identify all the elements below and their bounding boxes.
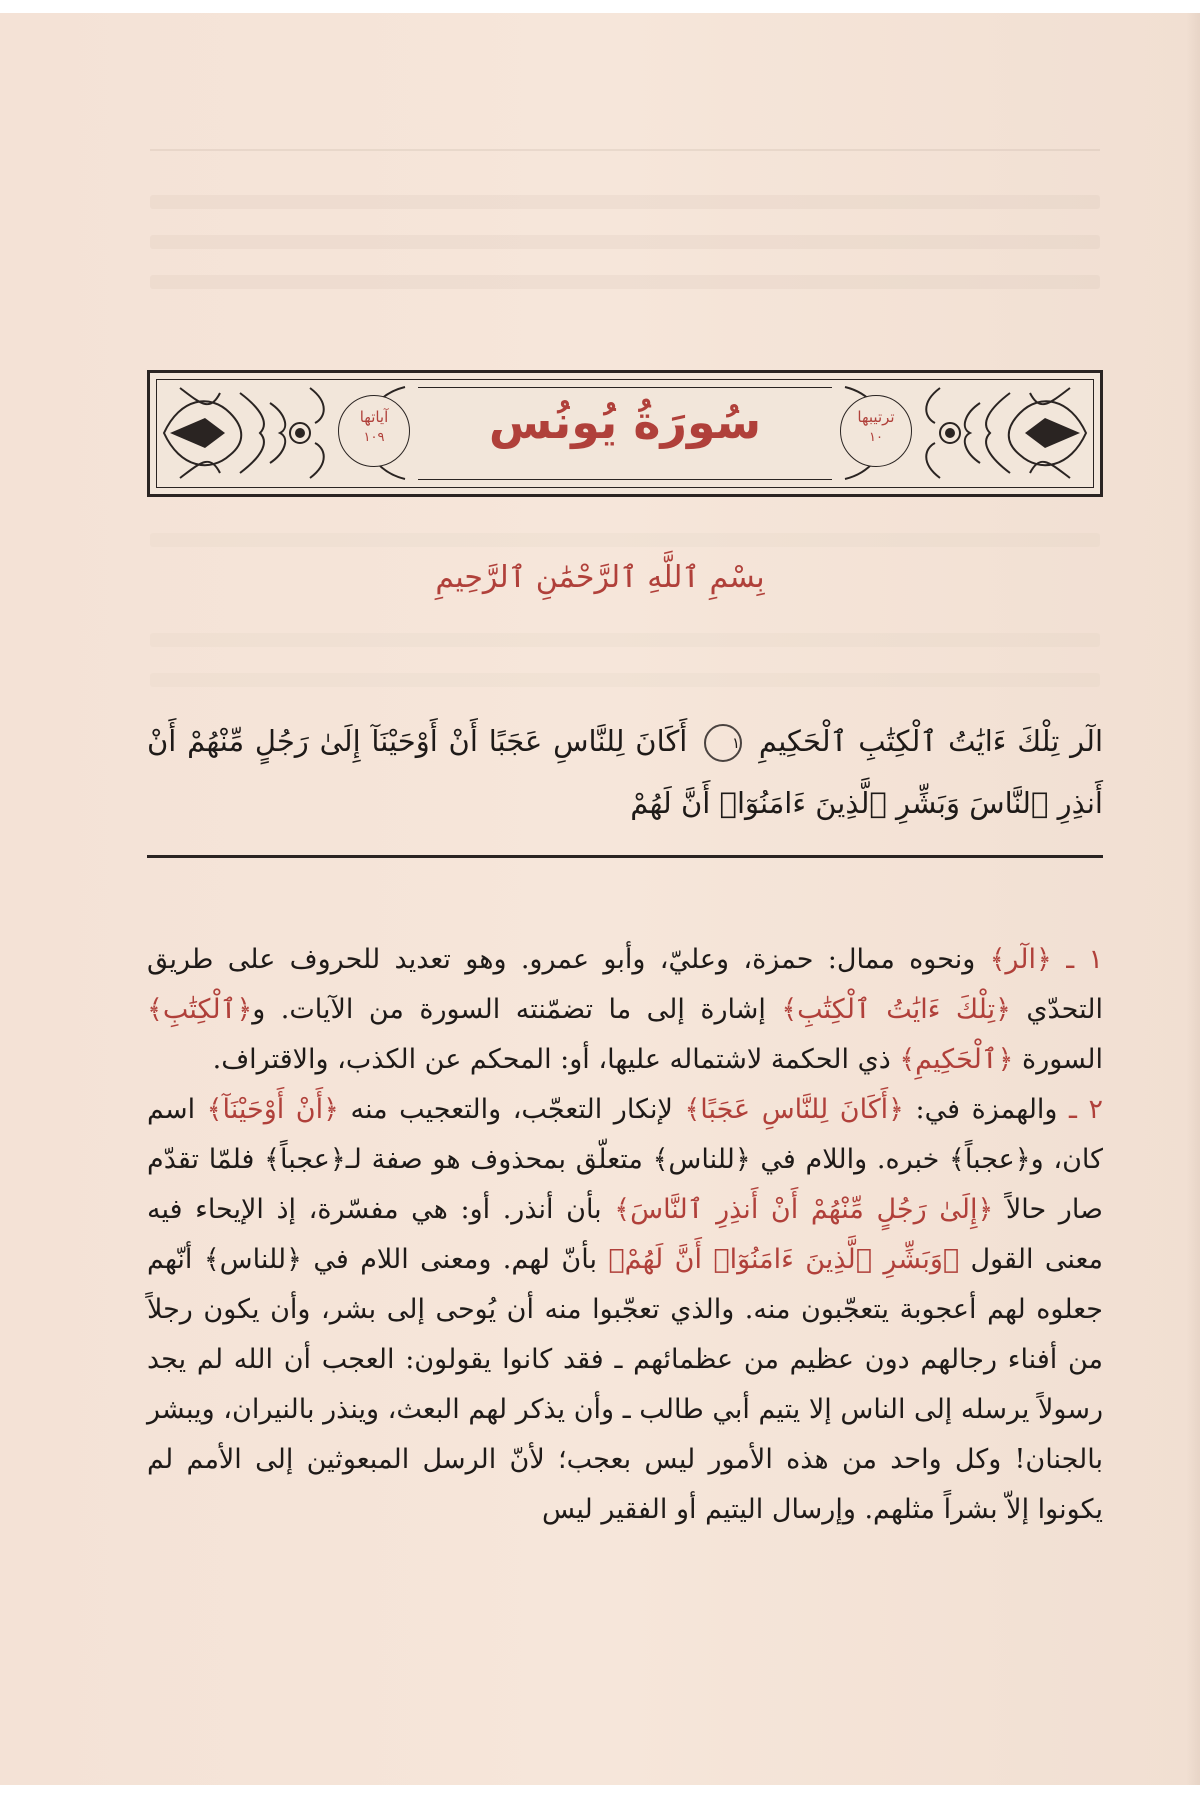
bleed-through-text xyxy=(150,275,1100,289)
commentary-text: اسم كان، و﴿عجباً﴾ خبره. واللام في ﴿للناس﴾ متعلّق بمحذوف هو صفة لـ﴿عجباً﴾ فلمّا تقدّم صار حالاً xyxy=(147,1094,1103,1225)
surah-title: سُورَةُ يُونُس xyxy=(488,395,762,449)
quran-verse-text xyxy=(147,710,1103,834)
commentary-text: ذي الحكمة لاشتماله عليها، أو: المحكم عن الكذب، والاقتراف. xyxy=(212,1044,900,1075)
quoted-verse: ﴿الٓر﴾ xyxy=(989,944,1052,975)
quoted-verse: ﴿ٱلْكِتَٰبِ﴾ xyxy=(147,994,253,1025)
commentary-text: السورة xyxy=(1013,1044,1103,1075)
verse-1-text: الٓر تِلْكَ ءَايَٰتُ ٱلْكِتَٰبِ ٱلْحَكِيمِ xyxy=(758,724,1104,758)
commentary-paragraph-1 xyxy=(147,935,1103,1085)
bleed-through-text xyxy=(150,235,1100,249)
bleed-through-text xyxy=(150,195,1100,209)
surah-order-label: ترتيبها xyxy=(857,408,895,426)
verse-2-text: أَكَانَ لِلنَّاسِ عَجَبًا أَنْ أَوْحَيْنَآ إِلَىٰ رَجُلٍ مِّنْهُمْ أَنْ xyxy=(147,724,688,758)
commentary-body xyxy=(147,935,1103,1535)
bleed-through-text xyxy=(150,533,1100,547)
quoted-verse: ﴿أَكَانَ لِلنَّاسِ عَجَبًا﴾ xyxy=(684,1094,904,1125)
quoted-verse: ﴿إِلَىٰ رَجُلٍ مِّنْهُمْ أَنْ أَنذِرِ ٱلنَّاسَ﴾ xyxy=(614,1194,994,1225)
commentary-text: بأنّ لهم. ومعنى اللام في ﴿للناس﴾ أنّهم جعلوه لهم أعجوبة يتعجّبون منه. والذي تعجّبوا منه أن يُوحى إلى بشر، وأن يكون رجلاً من أفناء رجالهم دون عظيم من عظمائهم ـ فقد كانوا يقولون: العجب أن الله لم يجد رسولاً يرسله إلى الناس إلا يتيم أبي طالب ـ وأن يذكر لهم البعث، وينذر بالنيران، ويبشر بالجنان! وكل واحد من هذه الأمور ليس بعجب؛ لأنّ الرسل المبعوثين إلى الأمم لم يكونوا إلاّ بشراً مثلهم. وإرسال اليتيم أو الفقير ليس xyxy=(147,1244,1103,1525)
surah-title-frame xyxy=(147,370,1103,497)
quoted-verse: ﴿وَبَشِّرِ ٱلَّذِينَ ءَامَنُوٓا۟ أَنَّ لَهُمْ﴾ xyxy=(608,1244,960,1275)
surah-order-medallion xyxy=(840,395,912,467)
verse-commentary-divider xyxy=(147,855,1103,858)
paragraph-number: ١ ـ xyxy=(1066,944,1103,975)
commentary-text: إشارة إلى ما تضمّنته السورة من الآيات. و xyxy=(252,994,782,1025)
surah-order-value: ١٠ xyxy=(869,430,883,445)
bismillah: بِسْمِ ٱللَّهِ ٱلرَّحْمَٰنِ ٱلرَّحِيمِ xyxy=(435,560,765,595)
commentary-text: لإنكار التعجّب، والتعجيب منه xyxy=(338,1094,685,1125)
verse-2-continuation: أَنذِرِ ٱلنَّاسَ وَبَشِّرِ ٱلَّذِينَ ءَامَنُوٓا۟ أَنَّ لَهُمْ xyxy=(630,786,1103,820)
commentary-text: والهمزة في: xyxy=(904,1094,1070,1125)
bleed-through-rule xyxy=(150,149,1100,151)
verse-count-label: آياتها xyxy=(359,408,389,426)
quoted-verse: ﴿ٱلْحَكِيمِ﴾ xyxy=(899,1044,1014,1075)
commentary-paragraph-2 xyxy=(147,1085,1103,1535)
commentary-text: بأن أنذر. أو: هي مفسّرة، إذ الإيحاء فيه معنى القول xyxy=(147,1194,1103,1275)
quoted-verse: ﴿أَنْ أَوْحَيْنَآ﴾ xyxy=(206,1094,339,1125)
bleed-through-text xyxy=(150,673,1100,687)
quoted-verse: ﴿تِلْكَ ءَايَٰتُ ٱلْكِتَٰبِ﴾ xyxy=(781,994,1011,1025)
commentary-text: ونحوه ممال: حمزة، وعليّ، وأبو عمرو. وهو تعديد للحروف على طريق التحدّي xyxy=(147,944,1103,1025)
bleed-through-text xyxy=(150,633,1100,647)
verse-count-value: ١٠٩ xyxy=(363,430,385,445)
verse-number-marker-icon: ١ xyxy=(704,724,742,762)
paragraph-number: ٢ ـ xyxy=(1069,1094,1103,1125)
